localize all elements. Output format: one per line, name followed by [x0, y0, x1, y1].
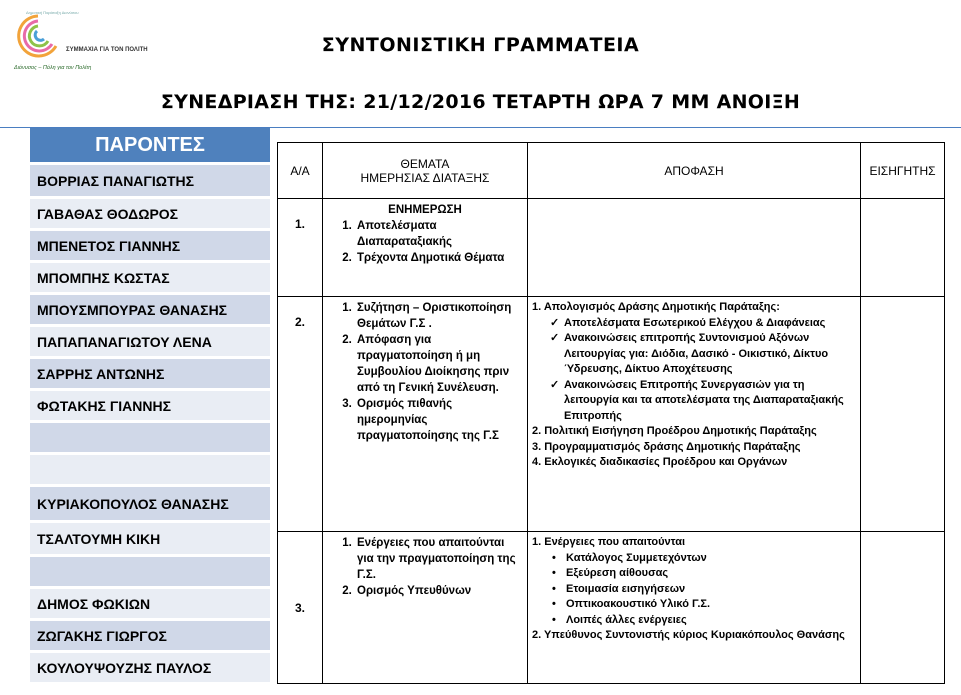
bullet-icon: • — [552, 567, 556, 579]
decision-list — [532, 535, 856, 551]
attendee-row: ΜΠΟΜΠΗΣ ΚΩΣΤΑΣ — [30, 260, 270, 292]
row-speaker — [861, 297, 945, 532]
topic-item: 1. Συζήτηση – Οριστικοποίηση Θεμάτων Γ.Σ . — [355, 300, 523, 332]
decision-checklist — [532, 316, 856, 425]
table-row — [278, 199, 945, 297]
topic-item: 2. Απόφαση για πραγματοποίηση ή μη Συμβουλίου Διοίκησης πριν από τη Γενική Συνέλευση. — [355, 332, 523, 396]
row-decision — [528, 199, 861, 297]
table-header-row — [278, 143, 945, 199]
decision-check-item — [532, 378, 856, 425]
page-title: ΣΥΝΤΟΝΙΣΤΙΚΗ ΓΡΑΜΜΑΤΕΙΑ — [321, 34, 640, 56]
row-number: 1. — [278, 199, 323, 297]
col-header-decision: ΑΠΟΦΑΣΗ — [528, 143, 861, 199]
attendee-row — [30, 420, 270, 452]
check-icon: ✓ — [550, 332, 560, 344]
row-speaker — [861, 532, 945, 684]
row-decision — [528, 532, 861, 684]
topic-item: 1. Αποτελέσματα Διαπαραταξιακής — [355, 218, 523, 250]
col-header-topics-line2: ΗΜΕΡΗΣΙΑΣ ΔΙΑΤΑΞΗΣ — [360, 170, 490, 185]
row-decision — [528, 297, 861, 532]
decision-bullet-text: Κατάλογος Συμμετεχόντων — [566, 551, 707, 564]
bullet-icon: • — [552, 598, 556, 610]
attendee-row — [30, 554, 270, 586]
decision-list — [532, 628, 856, 644]
decision-item: 2. Υπεύθυνος Συντονιστής κύριος Κυριακόπουλος Θανάσης — [532, 629, 845, 641]
logo-small-text: Δημοτική Παράταξη Διονύσου — [26, 10, 79, 15]
decision-check-text: Ανακοινώσεις επιτροπής Συντονισμού Αξόνων Λειτουργίας για: Διόδια, Δασικό - Οικιστικό, Δίκτυο Ύδρευσης, Δίκτυο Αποχέτευσης — [564, 332, 829, 375]
topic-list — [327, 535, 523, 599]
topic-item: 2. Ορισμός Υπευθύνων — [355, 583, 523, 599]
row-number: 3. — [278, 532, 323, 684]
decision-check-item — [532, 331, 856, 378]
decision-item: 2. Πολιτική Εισήγηση Προέδρου Δημοτικής Παράταξης — [532, 425, 817, 437]
check-icon: ✓ — [550, 378, 560, 391]
table-row — [278, 297, 945, 532]
attendee-row — [30, 452, 270, 484]
attendee-row: ΤΣΑΛΤΟΥΜΗ ΚΙΚΗ — [30, 520, 270, 554]
topic-heading: ΕΝΗΜΕΡΩΣΗ — [388, 204, 462, 216]
decision-bullet-item — [532, 566, 856, 582]
decision-bullet-text: Λοιπές άλλες ενέργειες — [566, 613, 687, 626]
attendee-row: ΚΟΥΛΟΥΨΟΥΖΗΣ ΠΑΥΛΟΣ — [30, 650, 270, 682]
session-title: ΣΥΝΕΔΡΙΑΣΗ ΤΗΣ: 21/12/2016 ΤΕΤΑΡΤΗ ΩΡΑ 7 ΜΜ ΑΝΟΙΞΗ — [160, 91, 801, 113]
decision-bullet-item — [532, 551, 856, 567]
topic-list — [327, 218, 523, 266]
row-topics — [323, 297, 528, 532]
decision-bullet-text: Ετοιμασία εισηγήσεων — [566, 582, 686, 595]
decision-check-item — [532, 316, 856, 332]
attendee-row: ΓΑΒΑΘΑΣ ΘΟΔΩΡΟΣ — [30, 196, 270, 228]
attendee-row: ΣΑΡΡΗΣ ΑΝΤΩΝΗΣ — [30, 356, 270, 388]
attendee-row: ΔΗΜΟΣ ΦΩΚΙΩΝ — [30, 586, 270, 618]
bullet-icon: • — [552, 551, 556, 564]
decision-list — [532, 300, 856, 316]
check-icon: ✓ — [550, 316, 560, 329]
decision-bullet-item — [532, 613, 856, 629]
row-topics — [323, 199, 528, 297]
decision-check-text: Ανακοινώσεις Επιτροπής Συνεργασιών για τη λειτουργία και τα αποτελέσματα της Διαπαραταξιακής Επιτροπής — [564, 378, 844, 422]
decision-bullet-item — [532, 597, 856, 613]
attendee-row: ΦΩΤΑΚΗΣ ΓΙΑΝΝΗΣ — [30, 388, 270, 420]
attendees-list — [30, 128, 270, 682]
decision-bullet-text: Εξεύρεση αίθουσας — [566, 567, 669, 579]
decision-item: 1. Απολογισμός Δράσης Δημοτικής Παράταξης: — [532, 301, 780, 313]
col-header-aa: Α/Α — [278, 143, 323, 199]
logo-name: ΣΥΜΜΑΧΙΑ ΓΙΑ ΤΟΝ ΠΟΛΙΤΗ — [66, 47, 148, 53]
attendee-row: ΜΠΕΝΕΤΟΣ ΓΙΑΝΝΗΣ — [30, 228, 270, 260]
col-header-topics-line1: ΘΕΜΑΤΑ — [400, 156, 450, 171]
table-row — [278, 532, 945, 684]
attendee-row: ΖΩΓΑΚΗΣ ΓΙΩΡΓΟΣ — [30, 618, 270, 650]
attendee-row: ΠΑΠΑΠΑΝΑΓΙΩΤΟΥ ΛΕΝΑ — [30, 324, 270, 356]
row-number: 2. — [278, 297, 323, 532]
bullet-icon: • — [552, 613, 556, 626]
decision-bullet-list — [532, 551, 856, 629]
topic-item: 1. Ενέργειες που απαιτούνται για την πραγματοποίηση της Γ.Σ. — [355, 535, 523, 583]
logo-tagline: Διόνυσος – Πόλη για τον Πολίτη — [14, 65, 92, 71]
attendees-header: ΠΑΡΟΝΤΕΣ — [30, 128, 270, 162]
row-topics — [323, 532, 528, 684]
decision-bullet-item — [532, 582, 856, 598]
topic-list — [327, 300, 523, 444]
col-header-speaker: ΕΙΣΗΓΗΤΗΣ — [861, 143, 945, 199]
decision-item: 3. Προγραμματισμός δράσης Δημοτικής Παράταξης — [532, 440, 801, 453]
decision-check-text: Αποτελέσματα Εσωτερικού Ελέγχου & Διαφάνειας — [564, 316, 826, 329]
attendee-row: ΜΠΟΥΣΜΠΟΥΡΑΣ ΘΑΝΑΣΗΣ — [30, 292, 270, 324]
topic-item: 2. Τρέχοντα Δημοτικά Θέματα — [355, 250, 523, 266]
col-header-topics — [323, 143, 528, 199]
topic-item: 3. Ορισμός πιθανής ημερομηνίας πραγματοποίησης της Γ.Σ — [355, 396, 523, 444]
decision-list — [532, 424, 856, 471]
decision-item: 1. Ενέργειες που απαιτούνται — [532, 536, 686, 548]
row-speaker — [861, 199, 945, 297]
attendee-row: ΒΟΡΡΙΑΣ ΠΑΝΑΓΙΩΤΗΣ — [30, 162, 270, 196]
agenda-table — [277, 142, 945, 684]
decision-bullet-text: Οπτικοακουστικό Υλικό Γ.Σ. — [566, 598, 711, 610]
attendee-row: ΚΥΡΙΑΚΟΠΟΥΛΟΣ ΘΑΝΑΣΗΣ — [30, 484, 270, 520]
decision-item: 4. Εκλογικές διαδικασίες Προέδρου και Οργάνων — [532, 456, 788, 468]
bullet-icon: • — [552, 582, 556, 595]
